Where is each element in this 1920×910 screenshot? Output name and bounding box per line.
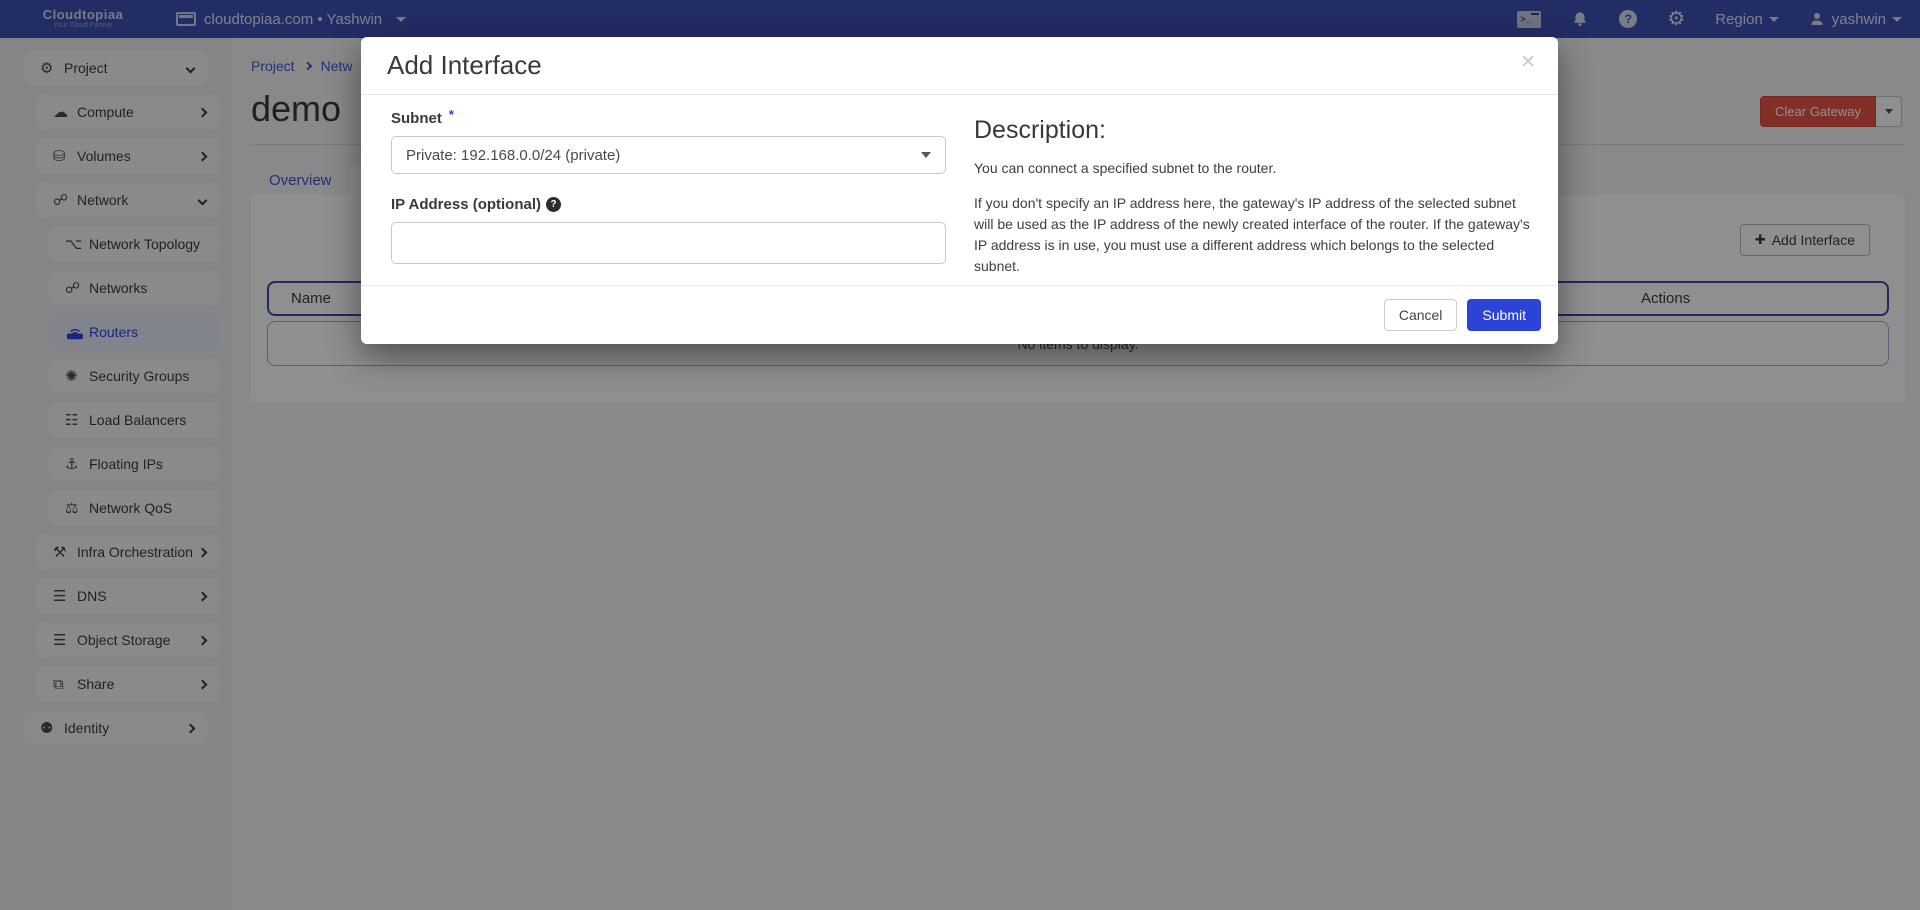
- description-paragraph-1: You can connect a specified subnet to the router.: [974, 160, 1277, 176]
- context-switcher-label: cloudtopiaa.com • Yashwin: [204, 10, 383, 28]
- description-paragraph-2: If you don't specify an IP address here, the gateway's IP address of the selected subnet will be used as the IP address of the newly created interface of the router. If the gateway's IP address is in use, you must use a different address which belongs to the selected subnet.: [974, 194, 1530, 274]
- tab-overview[interactable]: Overview: [269, 172, 332, 189]
- plus-icon: ✚: [1754, 232, 1766, 247]
- share-icon: ⧉: [53, 675, 64, 693]
- modal-title: Add Interface: [387, 50, 542, 80]
- subnet-select[interactable]: [391, 136, 946, 174]
- cancel-button[interactable]: Cancel: [1384, 299, 1458, 331]
- sidebar-item-network-topology[interactable]: ⌥ Network Topology: [49, 227, 220, 261]
- identity-icon: ⚉: [40, 720, 54, 737]
- security-groups-icon: ✺: [65, 368, 78, 385]
- modal-footer: [361, 285, 1558, 344]
- sidebar-item-network[interactable]: ☍ Network: [37, 183, 220, 217]
- sidebar-item-network-qos[interactable]: ⚖ Network QoS: [49, 491, 220, 525]
- brand-tagline: Your Cloud Partner: [53, 22, 113, 30]
- add-interface-modal: [361, 37, 1558, 344]
- submit-button[interactable]: Submit: [1467, 299, 1541, 331]
- project-icon: ⚙: [40, 60, 54, 77]
- modal-body: [361, 95, 1558, 277]
- breadcrumb-network-link[interactable]: Netw: [320, 58, 353, 74]
- chevron-down-icon: [921, 152, 931, 158]
- ip-address-input[interactable]: [391, 222, 946, 264]
- sidebar-item-networks[interactable]: ☍ Networks: [49, 271, 220, 305]
- ip-address-label: IP Address (optional) ?: [391, 196, 946, 213]
- sidebar-item-project[interactable]: ⚙ Project: [24, 51, 208, 85]
- network-icon: ☍: [53, 192, 69, 209]
- networks-icon: ☍: [65, 280, 81, 297]
- object-storage-icon: ☰: [53, 632, 67, 649]
- close-icon[interactable]: ✕: [1520, 52, 1536, 73]
- terminal-icon: >_: [1517, 11, 1541, 28]
- sidebar-item-identity[interactable]: ⚉ Identity: [24, 711, 208, 745]
- sidebar-item-dns[interactable]: ☰ DNS: [37, 579, 220, 613]
- column-header-name[interactable]: Name: [291, 290, 332, 307]
- dns-icon: ☰: [53, 588, 67, 605]
- help-icon: ?: [1619, 10, 1637, 28]
- add-interface-button[interactable]: ✚ Add Interface: [1740, 224, 1870, 256]
- sidebar-item-security-groups[interactable]: ✺ Security Groups: [49, 359, 220, 393]
- sidebar-item-compute[interactable]: ☁ Compute: [37, 95, 220, 129]
- sidebar-item-share[interactable]: ⧉ Share: [37, 667, 220, 701]
- column-header-actions[interactable]: Actions: [1641, 290, 1691, 307]
- subnet-selected-value: Private: 192.168.0.0/24 (private): [406, 146, 621, 164]
- brand-title: Cloudtopiaa: [42, 7, 124, 22]
- sidebar-item-volumes[interactable]: ⛁ Volumes: [37, 139, 220, 173]
- sidebar-item-floating-ips[interactable]: ⚓ Floating IPs: [49, 447, 220, 481]
- sidebar-item-infra-orchestration[interactable]: ⚒ Infra Orchestration: [37, 535, 220, 569]
- clear-gateway-button[interactable]: Clear Gateway: [1760, 96, 1876, 127]
- region-label: Region: [1715, 10, 1763, 28]
- description-column: [974, 110, 1532, 277]
- network-topology-icon: ⌥: [65, 236, 83, 253]
- sidebar-item-load-balancers[interactable]: ☷ Load Balancers: [49, 403, 220, 437]
- required-asterisk: *: [448, 107, 454, 122]
- sidebar-item-object-storage[interactable]: ☰ Object Storage: [37, 623, 220, 657]
- sidebar-item-routers[interactable]: Routers: [49, 315, 220, 349]
- form-column: [391, 107, 946, 277]
- subnet-label: Subnet *: [391, 107, 454, 127]
- username-label: yashwin: [1831, 10, 1886, 28]
- infra-orchestration-icon: ⚒: [53, 544, 67, 561]
- compute-icon: ☁: [53, 104, 68, 121]
- modal-header: [361, 37, 1558, 95]
- page-title: demo: [251, 88, 342, 129]
- gear-icon: ⚙: [1667, 8, 1686, 30]
- description-heading: Description:: [974, 116, 1106, 144]
- volumes-icon: ⛁: [53, 148, 66, 165]
- load-balancers-icon: ☷: [65, 412, 79, 429]
- question-circle-icon: ?: [546, 197, 561, 212]
- floating-ips-icon: ⚓: [65, 456, 79, 473]
- breadcrumb-project-link[interactable]: Project: [251, 58, 295, 74]
- network-qos-icon: ⚖: [65, 500, 79, 517]
